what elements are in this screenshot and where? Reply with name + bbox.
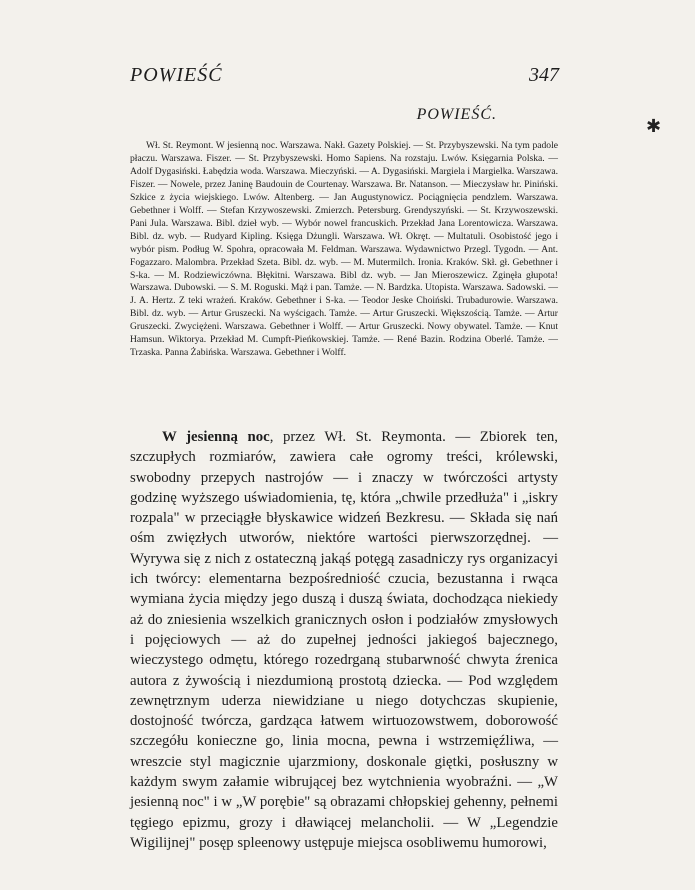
running-title: POWIEŚĆ [130,64,223,86]
margin-mark-icon: ✱ [646,116,662,136]
review-lead-title: W jesienną noc [162,429,270,445]
section-title: POWIEŚĆ. [416,106,497,123]
review-block [130,427,558,853]
bibliography-block [130,140,558,360]
review-paragraph [130,427,558,853]
bibliography-paragraph [130,140,558,360]
review-text: , przez Wł. St. Reymonta. — Zbiorek ten, szczupłych rozmiarów, zawiera całe ogromy treści, królewski, swobodny przepych nastrojów — i znaczy w twórczości artysty godzinę wyższego uświadomienia, tę, która „chwile przedłuża" i „iskry rozpala" w przeciągłe błyskawice widzeń Bezkresu. — Składa się nań ośm zwięzłych utworów, niektóre wartości pierwszorzędnej. — Wyrywa się z nich z ostateczną jakąś potęgą zasadniczy rys organizacyi ich twórcy: elementarna bezpośredniość czucia, bezustanna i rwąca wymiana życia między jego duszą i duszą świata, dochodząca niekiedy aż do zniesienia wszelkich granicznych osłon i podziałów zmysłowych i pojęciowych — aż do zupełnej jedności jakiegoś bajecznego, wieczystego odmętu, którego rozedrganą stubarwność chwyta źrenica autora z żywością i niezdumioną prostotą dziecka. — Pod względem zewnętrznym uderza niewidziane u niego dotychczas skupienie, dostojność twórcza, gardząca łatwem wirtuozowstwem, doborowość szczegółu konieczne go, linia mocna, pewna i wstrzemięźliwa, — wreszcie styl magicznie ujarzmiony, doskonale giętki, posłuszny w każdym swym załamie wibrującej bez wytchnienia wyobraźni. — „W jesienną noc" i w „W porębie" są obrazami chłopskiej gehenny, pełnemi tęgiego epizmu, grozy i dławiącej melancholii. — W „Legendzie Wigilijnej" posęp spleenowy ustępuje miejsca osobliwemu humorowi, [130,429,558,851]
page-number: 347 [529,64,559,86]
bibliography-text: W jesienną noc. Warszawa. Nakł. Gazety Polskiej. — St. Przybyszewski. Na tym padole płaczu. Warszawa. Fiszer. — St. Przybyszewski. Homo Sapiens. Na rozstaju. Lwów. Księgarnia Polska. — Adolf Dygasiński. Łabędzia woda. Warszawa. Mieczyński. — A. Dygasiński. Margiela i Margielka. Warszawa. Fiszer. — Nowele, przez Janinę Baudouin de Courtenay. Warszawa. Br. Natanson. — Mieczysław hr. Piniński. Szkice z życia wiejskiego. Lwów. Altenberg. — Jan Augustynowicz. Pociągnięcia pendzlem. Warszawa. Gebethner i Wolff. — Stefan Krzywoszewski. Zmierzch. Petersburg. Grendyszyński. — St. Krzywoszewski. Pani Jula. Warszawa. Bibl. dzieł wyb. — Wybór nowel francuskich. Przekład Jana Lorentowicza. Warszawa. Bibl. dz. wyb. — Rudyard Kipling. Księga Dżungli. Warszawa. Wł. Okręt. — Multatuli. Osobistość jego i wybór pism. Podług W. Spohra, opracowała M. Feldman. Warszawa. Wydawnictwo Przegl. Tygodn. — Ant. Fogazzaro. Malombra. Przekład Szeta. Bibl. dz. wyb. — M. Mutermilch. Ironia. Kraków. Skł. gł. Gebethner i S-ka. — M. Rodziewiczówna. Błękitni. Warszawa. Bibl dz. wyb. — Jan Mieroszewicz. Zginęła głupota! Warszawa. Dubowski. — S. M. Roguski. Mąż i pan. Tamże. — N. Bardzka. Utopista. Warszawa. Sadowski. — J. A. Hertz. Z teki wrażeń. Kraków. Gebethner i S-ka. — Teodor Jeske Choiński. Trubadurowie. Warszawa. Bibl. dz. wyb. — Artur Gruszecki. Na wyścigach. Tamże. — Artur Gruszecki. Większością. Tamże. — Artur Gruszecki. Zwyciężeni. Warszawa. Gebethner i Wolff. — Artur Gruszecki. Nowy obywatel. Tamże. — Knut Hamsun. Wiktorya. Przekład M. Cumpft-Pieńkowskiej. Tamże. — René Bazin. Rodzina Oberlé. Tamże. — Trzaska. Panna Żabińska. Warszawa. Gebethner i Wolff. [130,140,559,359]
bibliography-lead: Wł. St. Reymont. [146,140,214,151]
